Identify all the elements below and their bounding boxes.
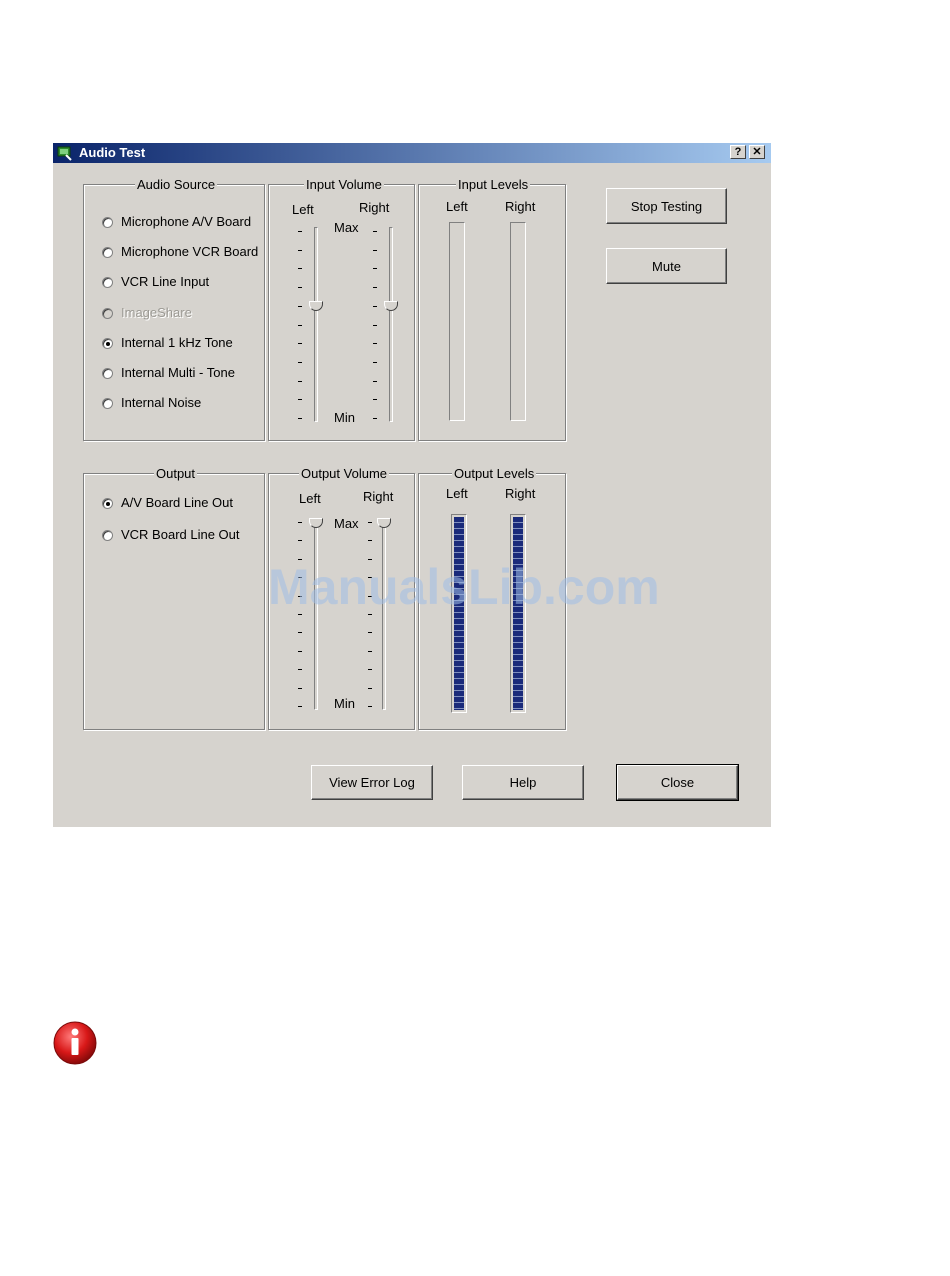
help-title-button[interactable]: ? — [730, 145, 746, 159]
radio-vcr-line-input[interactable] — [102, 274, 209, 289]
radio-internal-multi-tone[interactable] — [102, 365, 235, 380]
output-volume-max-label: Max — [334, 516, 359, 531]
slider-tick — [298, 669, 302, 670]
radio-label: Internal Multi - Tone — [121, 365, 235, 380]
slider-tick — [368, 540, 372, 541]
radio-microphone-av-board[interactable] — [102, 214, 251, 229]
info-icon — [52, 1020, 98, 1066]
input-levels-left-meter — [449, 222, 465, 421]
input-volume-max-label: Max — [334, 220, 359, 235]
slider-tick — [298, 343, 302, 344]
slider-tick — [298, 287, 302, 288]
radio-internal-noise[interactable] — [102, 395, 201, 410]
input-levels-group — [418, 177, 566, 441]
slider-tick — [298, 268, 302, 269]
window-title: Audio Test — [79, 145, 146, 160]
radio-label: Microphone A/V Board — [121, 214, 252, 229]
stop-testing-button[interactable]: Stop Testing — [606, 188, 727, 224]
radio-button[interactable] — [102, 368, 113, 379]
slider-tick — [368, 651, 372, 652]
slider-tick — [373, 287, 377, 288]
slider-tick — [368, 669, 372, 670]
radio-button[interactable] — [102, 277, 113, 288]
slider-tick — [298, 522, 302, 523]
radio-label: ImageShare — [121, 304, 192, 320]
view-error-log-button[interactable]: View Error Log — [311, 765, 433, 800]
slider-tick — [368, 522, 372, 523]
audio-source-group — [83, 177, 265, 441]
radio-button — [102, 308, 113, 319]
radio-label: Internal Noise — [121, 395, 202, 411]
output-levels-left-label: Left — [446, 486, 468, 501]
slider-tick — [368, 632, 372, 633]
input-levels-right-label: Right — [505, 199, 536, 214]
slider-tick — [373, 325, 377, 326]
slider-tick — [298, 688, 302, 689]
slider-tick — [373, 399, 377, 400]
slider-tick — [368, 706, 372, 707]
slider-tick — [373, 250, 377, 251]
radio-internal-1khz-tone[interactable] — [102, 335, 233, 350]
radio-button[interactable] — [102, 398, 113, 409]
slider-tick — [373, 231, 377, 232]
radio-label: VCR Board Line Out — [121, 527, 240, 542]
output-levels-legend: Output Levels — [454, 466, 535, 481]
output-volume-left-label: Left — [299, 491, 321, 506]
audio-test-dialog — [53, 143, 771, 827]
slider-thumb[interactable] — [384, 301, 398, 311]
slider-tick — [298, 632, 302, 633]
input-levels-left-label: Left — [446, 199, 468, 214]
slider-tick — [298, 418, 302, 419]
slider-tick — [298, 540, 302, 541]
slider-tick — [373, 362, 377, 363]
output-volume-min-label: Min — [334, 696, 355, 711]
slider-tick — [298, 706, 302, 707]
slider-tick — [373, 381, 377, 382]
slider-tick — [298, 250, 302, 251]
slider-tick — [373, 306, 377, 307]
radio-button[interactable] — [102, 247, 113, 258]
help-button[interactable]: Help — [462, 765, 584, 800]
input-levels-right-meter — [510, 222, 526, 421]
watermark: ManualsLib.com — [268, 559, 660, 615]
radio-imageshare — [102, 305, 192, 320]
radio-label: A/V Board Line Out — [121, 495, 234, 510]
radio-button[interactable] — [102, 217, 113, 228]
output-volume-legend: Output Volume — [301, 466, 387, 481]
radio-button[interactable] — [102, 338, 113, 349]
close-button[interactable]: Close — [617, 765, 738, 800]
input-volume-group — [268, 177, 415, 441]
slider-tick — [298, 231, 302, 232]
slider-thumb[interactable] — [377, 518, 391, 528]
close-title-button[interactable]: ✕ — [749, 145, 765, 159]
mute-button[interactable]: Mute — [606, 248, 727, 284]
audio-source-legend: Audio Source — [137, 177, 216, 192]
radio-label: VCR Line Input — [121, 274, 210, 290]
radio-button[interactable] — [102, 498, 113, 509]
radio-av-board-line-out[interactable] — [102, 495, 233, 510]
slider-thumb[interactable] — [309, 301, 323, 311]
output-group — [83, 466, 265, 730]
input-volume-right-label: Right — [359, 200, 390, 215]
radio-label: Internal 1 kHz Tone — [121, 334, 233, 350]
audio-test-icon — [57, 145, 73, 161]
slider-tick — [298, 381, 302, 382]
slider-tick — [298, 651, 302, 652]
radio-microphone-vcr-board[interactable] — [102, 244, 258, 259]
slider-tick — [373, 343, 377, 344]
slider-tick — [298, 306, 302, 307]
output-levels-right-label: Right — [505, 486, 536, 501]
slider-tick — [298, 325, 302, 326]
input-volume-legend: Input Volume — [306, 177, 382, 192]
output-volume-right-label: Right — [363, 489, 394, 504]
input-levels-legend: Input Levels — [458, 177, 529, 192]
radio-button[interactable] — [102, 530, 113, 541]
radio-vcr-board-line-out[interactable] — [102, 527, 240, 542]
input-volume-min-label: Min — [334, 410, 355, 425]
slider-tick — [373, 268, 377, 269]
slider-track[interactable] — [314, 227, 318, 422]
slider-tick — [298, 362, 302, 363]
slider-tick — [373, 418, 377, 419]
slider-tick — [368, 688, 372, 689]
title-bar[interactable] — [53, 143, 771, 163]
output-legend: Output — [156, 466, 196, 481]
input-volume-left-label: Left — [292, 202, 314, 217]
radio-label: Microphone VCR Board — [121, 244, 259, 260]
slider-tick — [298, 399, 302, 400]
slider-thumb[interactable] — [309, 518, 323, 528]
slider-track[interactable] — [389, 227, 393, 422]
